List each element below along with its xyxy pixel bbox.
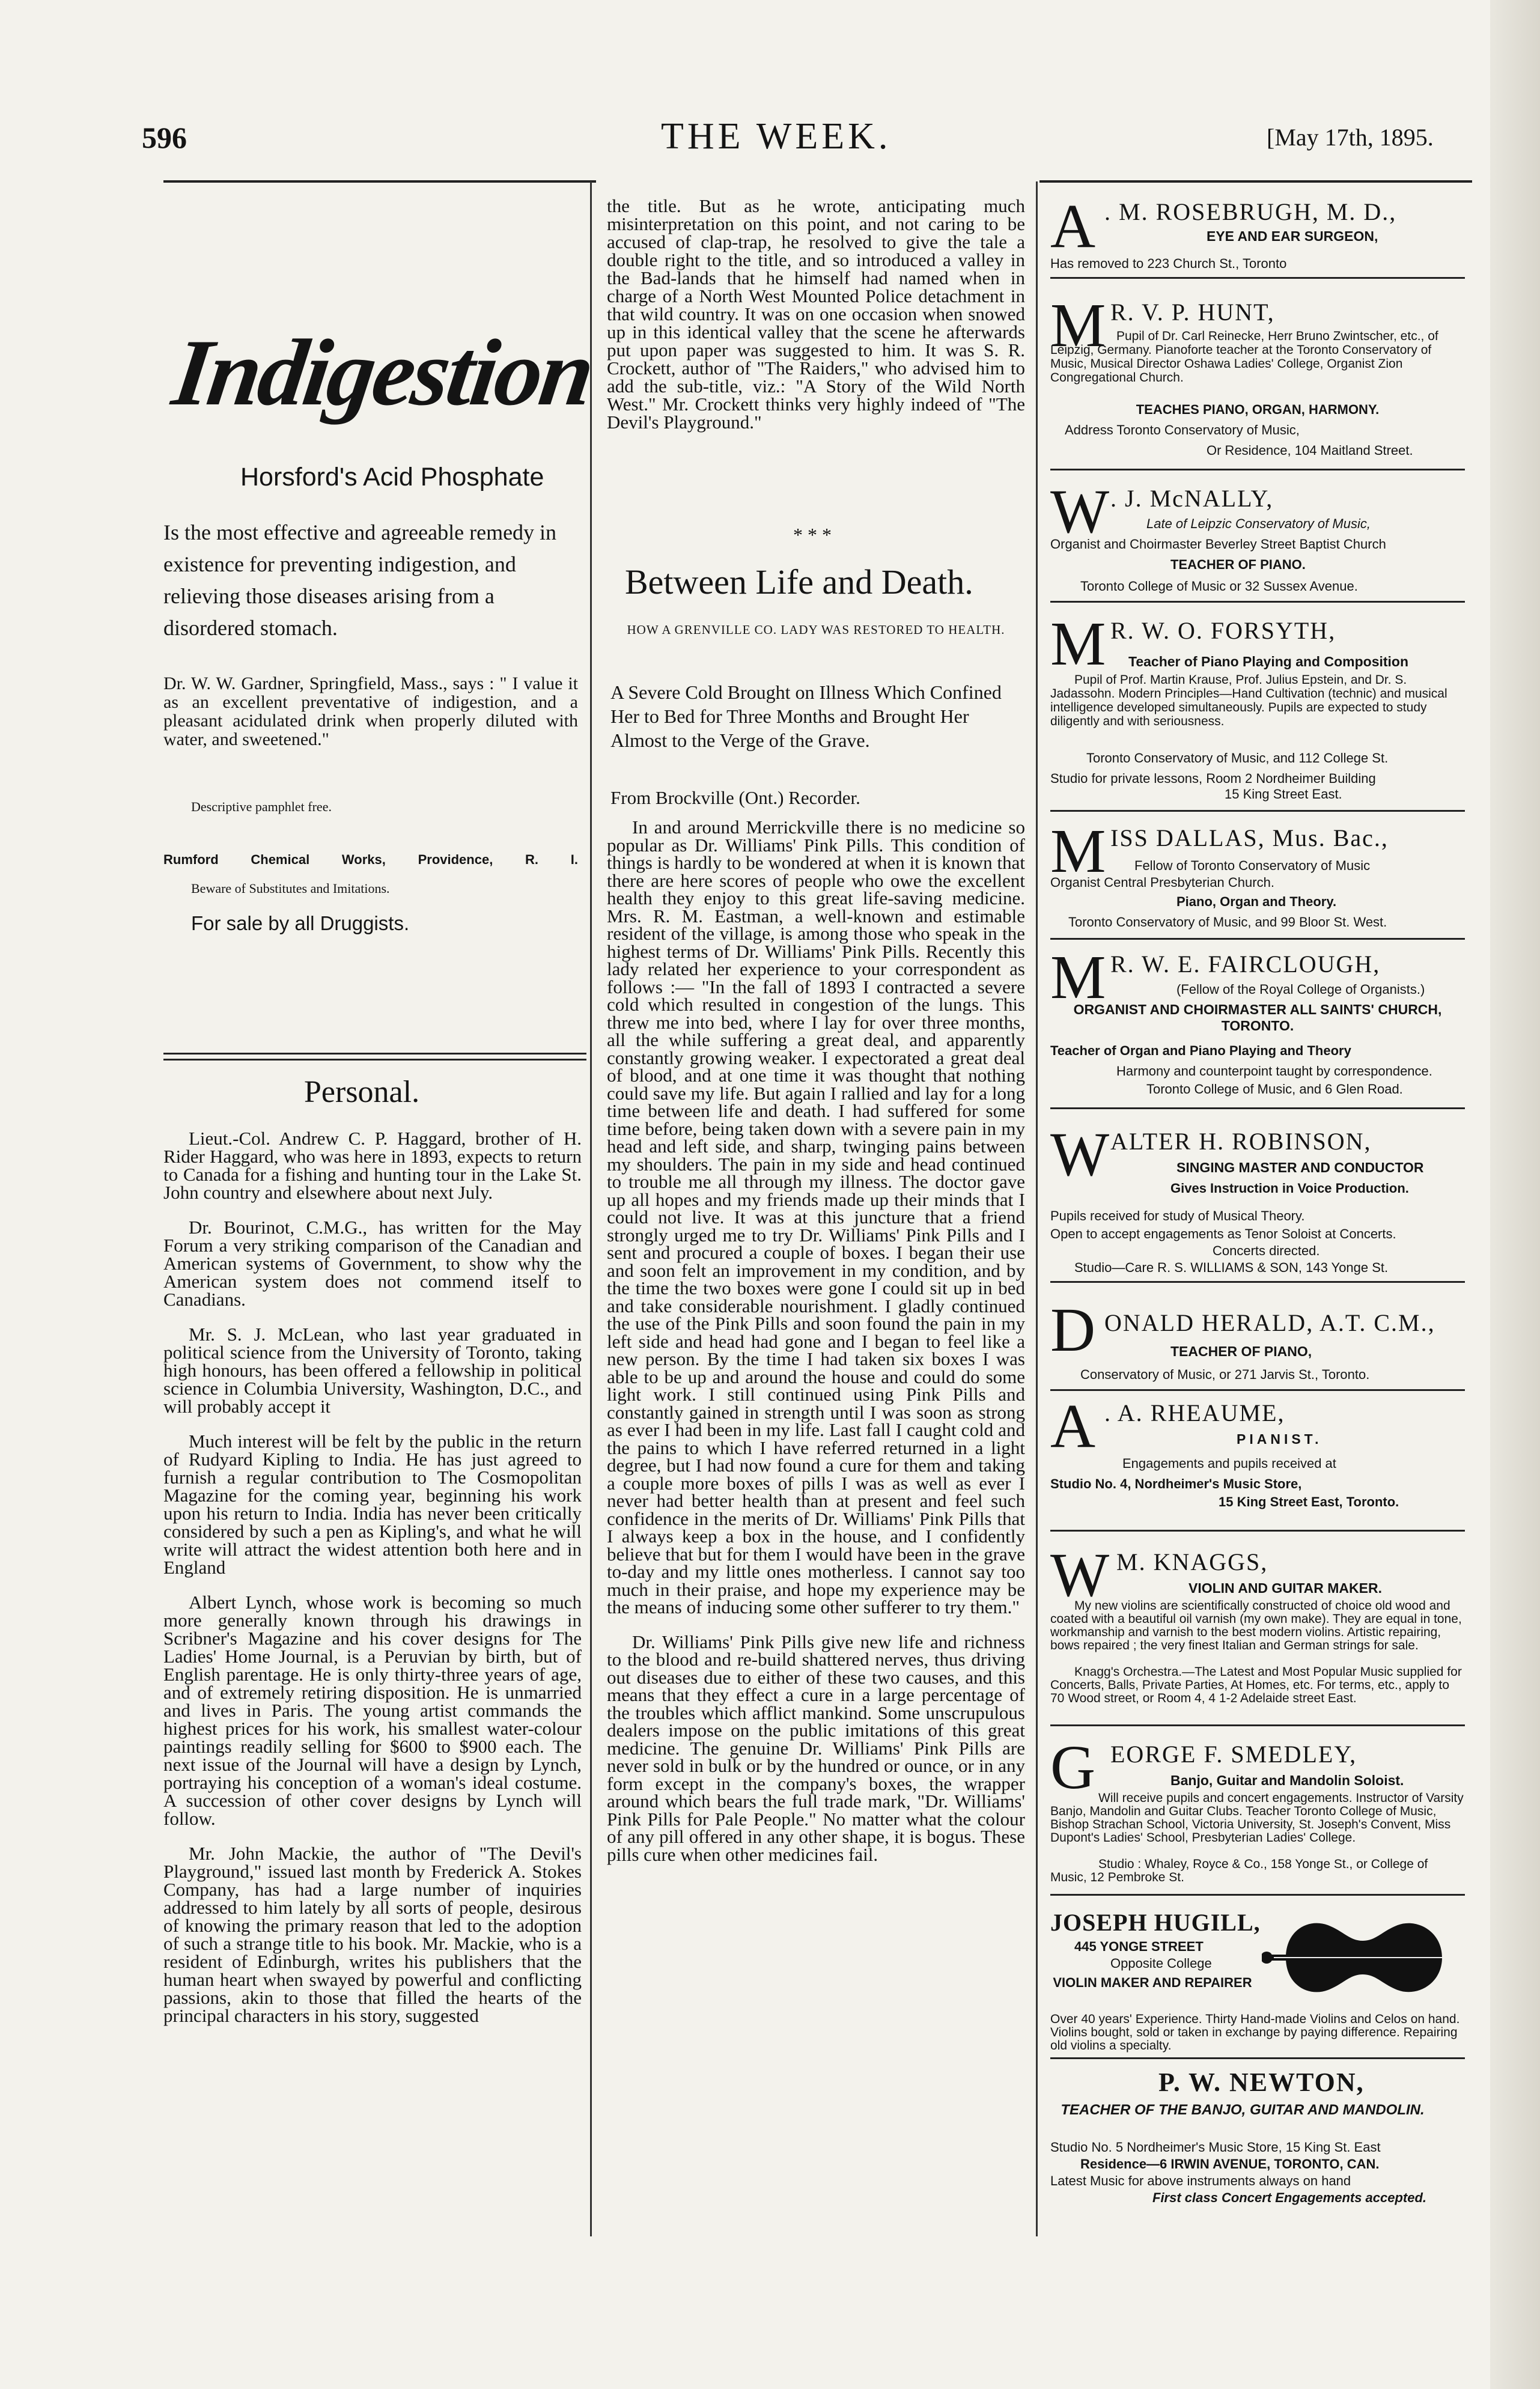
card-robinson <box>1050 1120 1465 1304</box>
card-forsyth <box>1050 609 1465 823</box>
card-line: Studio for private lessons, Room 2 Nordheimer Building <box>1050 771 1376 786</box>
hugill-name: JOSEPH HUGILL, <box>1050 1909 1261 1936</box>
article-subhead: A Severe Cold Brought on Illness Which Confined Her to Bed for Three Months and Brought Her Almost to the Verge of the Grave. <box>610 681 1002 751</box>
card-rheaume <box>1050 1392 1465 1515</box>
card-separator <box>1050 601 1465 603</box>
rumford-word: R. <box>525 852 539 867</box>
card-separator <box>1050 938 1465 940</box>
card-line: Pupils received for study of Musical Theory. <box>1050 1208 1305 1223</box>
article-paragraph: In and around Merrickville there is no medicine so popular as Dr. Williams' Pink Pills. This condition of things is hardly to be wondered at when it is known that there are here scores of people who owe the excellent health they enjoy to this great life-saving medicine. Mrs. R. M. Eastman, a well-known and estimable resident of the village, is among those who speak in the highest terms of Dr. Williams' Pink Pills. Recently this lady related her experience to your correspondent as follows :— "In the fall of 1893 I contracted a severe cold which resulted in congestion of the lungs. This threw me into bed, where I lay for over three months, all the while suffering a great deal, and apparently constantly growing weaker. I expectorated a great deal of blood, and at one time it was thought that nothing could save my life. But again I rallied and lay for a long time between life and death. I had suffered for some time before, being taken down with a severe pain in my head and left side, and sharp, twinging pains between my shoulders. The pain in my side and head continued to trouble me all through my illness. The doctor gave up all hopes and my friends made up their minds that I could not live. It was at this juncture that a friend strongly urged me to try Dr. Williams' Pink Pills and I sent and procured a couple of boxes. I began their use and soon felt an improvement in my condition, and by the time the two boxes were gone I could sit up in bed and take considerable nourishment. I gladly continued the use of the Pink Pills and soon found the pain in my left side and head had gone and I began to feel like a new person. By the time I had taken six boxes I was able to be up and around the house and could do some light work. I still continued using Pink Pills and constantly gained in strength until I was soon as strong as ever I had been in my life. Last fall I caught cold and the pains to which I have referred returned in a light degree, but I had now found a cure for them and taking a couple more boxes of pills I was as well as ever I never had better health than at present and feel such confidence in the merits of Dr. Williams' Pink Pills that I always keep a box in the house, and I confidently believe that but for them I would have been in the grave to-day and my little ones motherless. I cannot say too much in their praise, and hope my experience may be the means of inducing some other sufferer to try them." <box>607 817 1025 1618</box>
personal-rule-top <box>163 1053 586 1055</box>
card-separator <box>1050 2057 1465 2059</box>
newton-line: First class Concert Engagements accepted. <box>1152 2190 1427 2205</box>
card-line: 15 King Street East, Toronto. <box>1219 1494 1399 1509</box>
section-stars: * * * <box>793 524 832 546</box>
card-line: Piano, Organ and Theory. <box>1176 894 1337 909</box>
card-line: Studio No. 4, Nordheimer's Music Store, <box>1050 1476 1302 1491</box>
card-separator <box>1050 277 1465 279</box>
card-name: . J. McNALLY, <box>1110 485 1274 512</box>
rumford-word: Chemical <box>251 852 310 867</box>
drop-initial: A <box>1050 1392 1096 1461</box>
ad-quote: Dr. W. W. Gardner, Springfield, Mass., says : " I value it as an excellent preventative of indigestion, and a pleasant acidulated drink when properly diluted with water, and sweetened." <box>163 674 578 749</box>
drop-initial: M <box>1050 943 1106 1012</box>
rumford-word: Rumford <box>163 852 219 867</box>
personal-item: Mr. John Mackie, the author of "The Devil's Playground," issued last month by Frederick A. Stokes Company, has had a large number of inquiries addressed to him lately by all sorts of people, desirous of knowing the primary reason that led to the adoption of such a strange title to his book. Mr. Mackie, who is a resident of Edinburgh, writes his publishers that the human heart when swayed by powerful and conflicting passions, akin to those that filled the hearts of the principal characters in his story, suggested <box>163 1843 582 2026</box>
newton-line: Latest Music for above instruments always on hand <box>1050 2173 1351 2188</box>
card-separator <box>1050 1724 1465 1726</box>
personal-item: Mr. S. J. McLean, who last year graduated in political science from the University of Toronto, taking high honours, has been offered a fellowship in political science in Columbia University, Washington, D.C., and will probably accept it <box>163 1324 582 1417</box>
card-line: Engagements and pupils received at <box>1122 1456 1336 1471</box>
card-line: Concerts directed. <box>1213 1243 1320 1258</box>
card-sub: VIOLIN AND GUITAR MAKER. <box>1188 1580 1382 1596</box>
newton-title: TEACHER OF THE BANJO, GUITAR AND MANDOLIN. <box>1061 2102 1425 2118</box>
ad-product: Horsford's Acid Phosphate <box>240 463 544 491</box>
card-line: Has removed to 223 Church St., Toronto <box>1050 256 1287 271</box>
card-line: Address Toronto Conservatory of Music, <box>1065 422 1300 437</box>
drop-initial: A <box>1050 192 1096 261</box>
violin-icon <box>1262 1907 1460 2008</box>
card-name: ONALD HERALD, A.T. C.M., <box>1104 1309 1435 1336</box>
card-name: EORGE F. SMEDLEY, <box>1110 1741 1357 1768</box>
card-smedley <box>1050 1733 1465 1917</box>
card-separator <box>1050 810 1465 812</box>
newton-name: P. W. NEWTON, <box>1158 2068 1365 2097</box>
page-number: 596 <box>142 121 187 154</box>
card-line: Or Residence, 104 Maitland Street. <box>1207 443 1413 458</box>
card-sub: SINGING MASTER AND CONDUCTOR <box>1176 1160 1424 1175</box>
newton-line: Studio No. 5 Nordheimer's Music Store, 15 King St. East <box>1050 2140 1381 2155</box>
card-line: 15 King Street East. <box>1225 787 1342 802</box>
personal-title: Personal. <box>304 1075 420 1109</box>
card-line: Gives Instruction in Voice Production. <box>1170 1181 1409 1196</box>
card-name: R. W. E. FAIRCLOUGH, <box>1110 951 1381 978</box>
personal-rule-top-2 <box>163 1059 586 1061</box>
card-separator <box>1050 1530 1465 1532</box>
card-name: ALTER H. ROBINSON, <box>1110 1128 1372 1155</box>
ad-beware: Beware of Substitutes and Imitations. <box>191 881 390 896</box>
card-sub: Late of Leipzic Conservatory of Music, <box>1146 516 1371 531</box>
card-separator <box>1050 1107 1465 1109</box>
card-sub: Banjo, Guitar and Mandolin Soloist. <box>1170 1773 1404 1788</box>
mackie-continuation <box>607 197 1025 448</box>
personal-item: Albert Lynch, whose work is becoming so much more generally known through his drawings in Scribner's Magazine and his cover designs for The Ladies' Home Journal, is a Peruvian by birth, but of English parentage. He is only thirty-three years of age, and of extremely retiring disposition. He is unmarried and lives in Paris. The young artist commands the highest prices for his work, his smallest water-colour paintings readily selling for $600 to $900 each. The next issue of the Journal will have a design by Lynch, portraying his conception of a woman's ideal costume. A succession of other cover designs by Lynch will follow. <box>163 1592 582 1829</box>
card-line: Open to accept engagements as Tenor Soloist at Concerts. <box>1050 1226 1396 1241</box>
personal-column <box>163 1130 582 2042</box>
drop-initial: M <box>1050 291 1106 360</box>
rumford-word: I. <box>570 852 578 867</box>
card-line: Toronto College of Music or 32 Sussex Avenue. <box>1080 579 1358 594</box>
card-line: Studio : Whaley, Royce & Co., 158 Yonge St., or College of Music, 12 Pembroke St. <box>1050 1857 1428 1884</box>
rumford-word: Providence, <box>418 852 493 867</box>
card-line: TEACHES PIANO, ORGAN, HARMONY. <box>1136 402 1380 417</box>
card-separator <box>1050 1281 1465 1283</box>
card-separator <box>1050 1389 1465 1391</box>
card-line: ORGANIST AND CHOIRMASTER ALL SAINTS' CHURCH, TORONTO. <box>1073 1002 1442 1033</box>
page-edge <box>1490 0 1540 2389</box>
card-sub: PIANIST. <box>1237 1431 1322 1447</box>
card-sub: Fellow of Toronto Conservatory of Music <box>1134 858 1371 873</box>
card-fairclough <box>1050 943 1465 1127</box>
card-sub: Teacher of Piano Playing and Composition <box>1128 654 1409 669</box>
card-line: Teacher of Organ and Piano Playing and Theory <box>1050 1043 1351 1058</box>
article-body <box>607 818 1025 1880</box>
personal-item: Lieut.-Col. Andrew C. P. Haggard, brother of H. Rider Haggard, who was here in 1893, expects to return to Canada for a fishing and hunting tour in the Lake St. John country and elsewhere about next July. <box>163 1128 582 1203</box>
header-rule-right <box>1039 180 1472 183</box>
card-name: . A. RHEAUME, <box>1104 1399 1285 1426</box>
card-sub: Pupil of Dr. Carl Reinecke, Herr Bruno Zwintscher, etc., of Leipzig, Germany. Pianoforte teacher at the Toronto Conservatory of Music, Musical Director Oshawa Ladies' College, Organist Zion Congregational Church. <box>1050 329 1438 385</box>
ad-lead: Is the most effective and agreeable remedy in existence for preventing indigestion, and relieving those diseases arising from a disordered stomach. <box>163 520 557 640</box>
card-hugill <box>1050 1905 1465 2061</box>
card-knaggs <box>1050 1541 1465 1767</box>
card-line: Toronto Conservatory of Music, and 112 College St. <box>1086 750 1389 765</box>
card-line: Organist and Choirmaster Beverley Street Baptist Church <box>1050 537 1386 552</box>
card-name: R. W. O. FORSYTH, <box>1110 617 1336 644</box>
ad-headline: Indigestion <box>166 320 598 425</box>
drop-initial: G <box>1050 1733 1096 1802</box>
personal-item: Much interest will be felt by the public in the return of Rudyard Kipling to India. He has just agreed to furnish a regular contribution to The Cosmopolitan Magazine for the coming year, beginning his work upon his return to India. India has never been critically considered by such a pen as Kipling's, and what he will write will attract the widest attention both here and in England <box>163 1431 582 1578</box>
ad-rumford <box>163 852 578 868</box>
drop-initial: W <box>1050 1120 1110 1189</box>
rumford-word: Works, <box>341 852 386 867</box>
article-kicker: HOW A GRENVILLE CO. LADY WAS RESTORED TO HEALTH. <box>627 622 1005 637</box>
card-line: Harmony and counterpoint taught by correspondence. <box>1116 1064 1432 1079</box>
ad-sale: For sale by all Druggists. <box>191 912 410 934</box>
issue-date: [May 17th, 1895. <box>1267 124 1434 151</box>
card-sub: TEACHER OF PIANO, <box>1170 1344 1312 1359</box>
card-name: R. V. P. HUNT, <box>1110 299 1275 326</box>
card-line: TEACHER OF PIANO. <box>1170 557 1306 572</box>
drop-initial: M <box>1050 609 1106 678</box>
card-line: Toronto Conservatory of Music, and 99 Bloor St. West. <box>1068 915 1387 930</box>
card-name: . M. ROSEBRUGH, M. D., <box>1104 198 1397 225</box>
card-rosebrugh <box>1050 192 1465 279</box>
continuation-paragraph: the title. But as he wrote, anticipating much misinterpretation on this point, and not caring to be accused of clap-trap, he resolved to give the tale a double right to the title, and so introduced a valley in the Bad-lands that he himself had named when in charge of a North West Mounted Police detachment in that wild country. It was on one occasion when snowed up in this identical valley that the scene he afterwards put upon paper was suggested to him. It was S. R. Crockett, author of "The Raiders," who advised him to add the sub-title, viz.: "A Story of the Wild North West." Mr. Crockett thinks very highly indeed of "The Devil's Playground." <box>607 195 1025 433</box>
card-line: Will receive pupils and concert engagements. Instructor of Varsity Banjo, Mandolin and Guitar Clubs. Teacher Toronto College of Music, Bishop Strachan School, Victoria University, St. Joseph's Convent, Miss Dupont's Ladies' School, Presbyterian Ladies' College. <box>1050 1791 1464 1845</box>
ad-pamphlet: Descriptive pamphlet free. <box>191 799 332 814</box>
card-line: Studio—Care R. S. WILLIAMS & SON, 143 Yonge St. <box>1074 1260 1389 1275</box>
article-source: From Brockville (Ont.) Recorder. <box>610 787 860 808</box>
card-separator <box>1050 1894 1465 1896</box>
card-dallas <box>1050 817 1465 946</box>
card-separator <box>1050 469 1465 470</box>
card-sub: (Fellow of the Royal College of Organists.) <box>1176 982 1425 997</box>
article-title: Between Life and Death. <box>625 562 973 601</box>
column-rule-1 <box>590 181 592 2236</box>
card-line: Organist Central Presbyterian Church. <box>1050 875 1274 890</box>
drop-initial: W <box>1050 1541 1110 1610</box>
card-line: Conservatory of Music, or 271 Jarvis St., Toronto. <box>1080 1367 1370 1382</box>
card-line: Knagg's Orchestra.—The Latest and Most Popular Music supplied for Concerts, Balls, Private Parties, At Homes, etc. For terms, etc., apply to 70 Wood street, or Room 4, 4 1-2 Adelaide street East. <box>1050 1665 1462 1705</box>
personal-item: Dr. Bourinot, C.M.G., has written for the May Forum a very striking comparison of the Canadian and American systems of Government, to show why the American system does not commend itself to Canadians. <box>163 1217 582 1310</box>
hugill-opposite: Opposite College <box>1110 1956 1212 1971</box>
card-newton <box>1050 2063 1465 2220</box>
card-name: M. KNAGGS, <box>1116 1548 1268 1575</box>
masthead-title: THE WEEK. <box>661 116 892 157</box>
card-line: Toronto College of Music, and 6 Glen Road. <box>1146 1082 1403 1097</box>
drop-initial: W <box>1050 477 1110 546</box>
drop-initial: D <box>1050 1295 1096 1365</box>
card-line: My new violins are scientifically constructed of choice old wood and coated with a beautiful oil varnish (my own make). They are equal in tone, workmanship and varnish to the best modern violins. Artistic repairing, bows repaired ; the very finest Italian and German strings for sale. <box>1050 1599 1462 1652</box>
card-name: ISS DALLAS, Mus. Bac., <box>1110 824 1389 851</box>
card-mcnally <box>1050 477 1465 625</box>
hugill-trade: VIOLIN MAKER AND REPAIRER <box>1053 1975 1252 1990</box>
card-line: Pupil of Prof. Martin Krause, Prof. Julius Epstein, and Dr. S. Jadassohn. Modern Principles—Hand Cultivation (technic) and musical intelligence developed simultaneously. Pupils are expected to study diligently and with seriousness. <box>1050 673 1447 728</box>
hugill-address: 445 YONGE STREET <box>1074 1939 1204 1954</box>
newton-line: Residence—6 IRWIN AVENUE, TORONTO, CAN. <box>1080 2156 1380 2171</box>
article-paragraph: Dr. Williams' Pink Pills give new life and richness to the blood and re-build shattered nerves, thus driving out diseases due to either of these two causes, and this means that they effect a cure in a large percentage of the troubles which afflict mankind. Some unscrupulous dealers impose on the public imitations of this great medicine. The genuine Dr. Williams' Pink Pills are never sold in bulk or by the hundred or ounce, or in any form except in the company's boxes, the wrapper around which bears the full trade mark, "Dr. Williams' Pink Pills for Pale People." No matter what the colour of any pill offered in any other shape, it is bogus. These pills cure when other medicines fail. <box>607 1631 1025 1865</box>
header-rule-left <box>163 180 596 183</box>
hugill-description: Over 40 years' Experience. Thirty Hand-made Violins and Celos on hand. Violins bought, sold or taken in exchange by paying difference. Repairing old violins a specialty. <box>1050 2012 1460 2053</box>
drop-initial: M <box>1050 817 1106 886</box>
card-sub: EYE AND EAR SURGEON, <box>1207 228 1378 244</box>
column-rule-2 <box>1036 181 1038 2236</box>
